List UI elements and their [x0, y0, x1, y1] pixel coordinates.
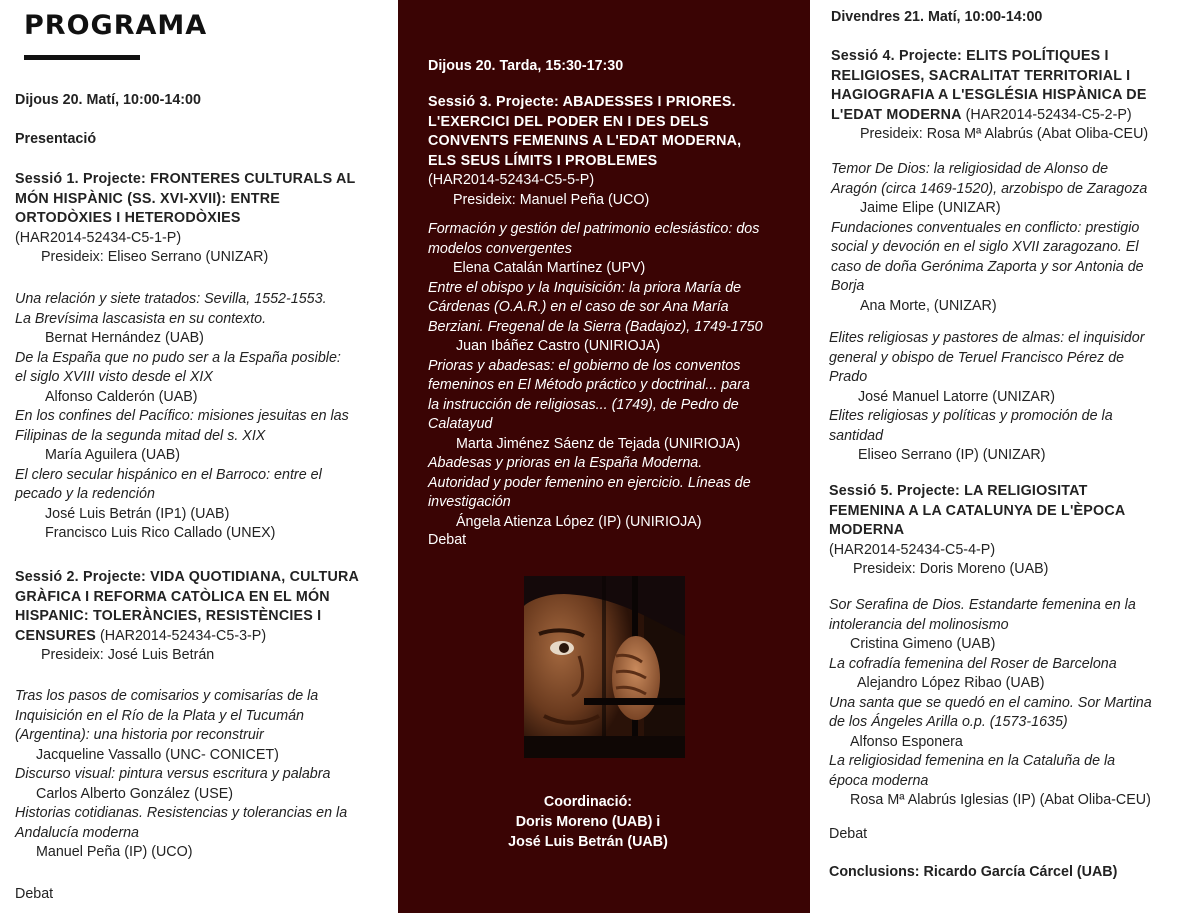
conclusions-line: Conclusions: Ricardo García Cárcel (UAB) [829, 864, 1118, 880]
talk-author: Bernat Hernández (UAB) [45, 330, 204, 346]
session-5-title-line: FEMENINA A LA CATALUNYA DE L'ÈPOCA [829, 502, 1126, 519]
talk-title: santidad [829, 427, 884, 444]
talk-author: Ángela Atienza López (IP) (UNIRIOJA) [456, 513, 702, 530]
right-debate-label: Debat [829, 826, 868, 842]
talk-title: Calatayud [428, 416, 493, 432]
talk-title: Andalucía moderna [15, 824, 139, 841]
talk-title: La cofradía femenina del Roser de Barcelona [829, 655, 1117, 672]
talk-title: Abadesas y prioras en la España Moderna. [428, 455, 703, 471]
talk-title: En los confines del Pacífico: misiones jesuitas en las [15, 408, 349, 424]
talk-title: caso de doña Gerónima Zaporta y sor Antonia de [831, 258, 1144, 275]
talk-title: La religiosidad femenina en la Cataluña de la [829, 753, 1116, 769]
talk-title: Entre el obispo y la Inquisición: la priora María de [428, 279, 742, 296]
session-4 [831, 47, 1148, 145]
session-4-code: (HAR2014-52434-C5-2-P) [961, 106, 1132, 123]
talk-title: general y obispo de Teruel Francisco Pérez de [829, 349, 1125, 366]
session-1-title-line: ORTODÒXIES I HETERODÒXIES [15, 210, 241, 226]
talk-title: modelos convergentes [428, 240, 572, 257]
talk-author: Eliseo Serrano (IP) (UNIZAR) [858, 447, 1046, 463]
session-2-title-line: GRÀFICA I REFORMA CATÒLICA EN EL MÓN [15, 588, 330, 605]
session-4-talks-a [831, 160, 1147, 316]
talk-title: Sor Serafina de Dios. Estandarte femenina en la [829, 597, 1136, 613]
program-title: PROGRAMA [24, 10, 208, 41]
talk-title: femeninos en El Método práctico y doctrinal... para [428, 377, 750, 393]
coordination-name: Doris Moreno (UAB) i [515, 814, 661, 830]
coordination-name: José Luis Betrán (UAB) [508, 834, 668, 850]
talk-title: La Brevísima lascasista en su contexto. [15, 310, 267, 327]
session-3-title-line: ELS SEUS LÍMITS I PROBLEMES [428, 152, 658, 169]
session-1-title-line: Sessió 1. Projecte: FRONTERES CULTURALS AL [15, 171, 356, 187]
talk-author: Carlos Alberto González (USE) [36, 785, 234, 802]
session-1 [15, 170, 355, 268]
session-2 [15, 568, 359, 666]
session-2-chair: Presideix: José Luis Betrán [41, 647, 215, 663]
middle-column [398, 0, 810, 913]
session-3-code: (HAR2014-52434-C5-5-P) [428, 172, 595, 188]
talk-title: Berziani. Fregenal de la Sierra (Badajoz), 1749-1750 [428, 318, 763, 335]
talk-author: José Luis Betrán (IP1) (UAB) [45, 505, 230, 522]
talk-title: Aragón (circa 1469-1520), arzobispo de Zaragoza [831, 180, 1148, 197]
session-4-chair: Presideix: Rosa Mª Alabrús (Abat Oliba-CEU) [860, 126, 1149, 142]
talk-title: Elites religiosas y pastores de almas: el inquisidor [829, 330, 1145, 346]
middle-debate-label: Debat [428, 532, 467, 548]
title-underline [24, 55, 140, 60]
talk-title: Autoridad y poder femenino en ejercicio. Líneas de [428, 474, 751, 491]
portrait-painting [524, 576, 685, 758]
talk-author: Juan Ibáñez Castro (UNIRIOJA) [456, 338, 661, 354]
session-5 [829, 482, 1125, 580]
talk-title: la instrucción de religiosas... (1749), de Pedro de [428, 396, 739, 413]
talk-title: el siglo XVIII visto desde el XIX [15, 369, 213, 385]
session-5-code: (HAR2014-52434-C5-4-P) [829, 541, 996, 558]
talk-title: de los Ángeles Arilla o.p. (1573-1635) [829, 714, 1068, 730]
session-2-title-line: HISPANIC: TOLERÀNCIES, RESISTÈNCIES I [15, 608, 322, 624]
coordination-label: Coordinació: [543, 794, 633, 810]
talk-author: María Aguilera (UAB) [45, 447, 181, 463]
session-2-talks [15, 687, 347, 863]
talk-title: Elites religiosas y políticas y promoción de la [829, 408, 1113, 424]
talk-title: Una relación y siete tratados: Sevilla, 1552-1553. [15, 291, 327, 307]
talk-title: (Argentina): una historia por reconstruir [15, 727, 264, 743]
talk-author: Cristina Gimeno (UAB) [850, 636, 996, 652]
day1-afternoon-heading: Dijous 20. Tarda, 15:30-17:30 [428, 58, 624, 74]
talk-title: Prioras y abadesas: el gobierno de los conventos [428, 357, 741, 374]
talk-author: Ana Morte, (UNIZAR) [860, 297, 997, 314]
talk-title: Filipinas de la segunda mitad del s. XIX [15, 427, 266, 444]
session-2-title-line: CENSURES [15, 627, 97, 644]
session-3-talks [428, 220, 763, 532]
session-4-title-line: L'EDAT MODERNA [831, 106, 962, 123]
talk-title: época moderna [829, 772, 929, 789]
talk-title: investigación [428, 494, 511, 510]
talk-title: pecado y la redención [15, 486, 155, 502]
left-debate-label: Debat [15, 886, 54, 902]
session-4-title-line: Sessió 4. Projecte: ELITS POLÍTIQUES I [831, 48, 1109, 64]
talk-author: Manuel Peña (IP) (UCO) [36, 844, 193, 860]
talk-title: Formación y gestión del patrimonio eclesiástico: dos [428, 221, 760, 237]
session-1-code: (HAR2014-52434-C5-1-P) [15, 229, 182, 246]
session-2-code: (HAR2014-52434-C5-3-P) [96, 627, 267, 644]
session-4-title-line: HAGIOGRAFIA A L'ESGLÉSIA HISPÀNICA DE [831, 87, 1147, 103]
talk-author: Elena Catalán Martínez (UPV) [453, 260, 646, 276]
talk-author: Alfonso Esponera [850, 733, 963, 750]
talk-title: social y devoción en el siglo XVII zaragozano. El [831, 239, 1139, 255]
session-5-talks [829, 596, 1152, 811]
talk-author: Marta Jiménez Sáenz de Tejada (UNIRIOJA) [456, 435, 741, 452]
talk-author: José Manuel Latorre (UNIZAR) [858, 388, 1056, 405]
talk-title: Historias cotidianas. Resistencias y tolerancias en la [15, 805, 348, 821]
day1-morning-heading: Dijous 20. Matí, 10:00-14:00 [15, 92, 201, 108]
session-3-chair: Presideix: Manuel Peña (UCO) [453, 191, 650, 208]
day2-morning-heading: Divendres 21. Matí, 10:00-14:00 [831, 9, 1043, 25]
talk-title: Fundaciones conventuales en conflicto: prestigio [831, 219, 1140, 236]
session-5-chair: Presideix: Doris Moreno (UAB) [853, 561, 1049, 577]
session-2-title-line: Sessió 2. Projecte: VIDA QUOTIDIANA, CULTURA [15, 569, 360, 585]
talk-author: Rosa Mª Alabrús Iglesias (IP) (Abat Oliba-CEU) [850, 792, 1151, 808]
talk-title: Tras los pasos de comisarios y comisarías de la [15, 688, 319, 704]
talk-title: Borja [831, 278, 865, 294]
talk-title: El clero secular hispánico en el Barroco: entre el [15, 466, 322, 483]
left-column [0, 0, 398, 913]
session-3-title-line: L'EXERCICI DEL PODER EN I DES DELS [428, 113, 709, 130]
session-5-title-line: Sessió 5. Projecte: LA RELIGIOSITAT [829, 483, 1088, 499]
talk-author: Alfonso Calderón (UAB) [45, 388, 198, 405]
presentation-label: Presentació [15, 131, 97, 147]
talk-title: Prado [829, 369, 868, 385]
session-4-talks-b [829, 329, 1144, 466]
talk-title: Inquisición en el Río de la Plata y el Tucumán [15, 707, 305, 724]
session-4-title-line: RELIGIOSES, SACRALITAT TERRITORIAL I [831, 67, 1131, 84]
talk-title: intolerancia del molinosismo [829, 616, 1009, 633]
session-1-chair: Presideix: Eliseo Serrano (UNIZAR) [41, 249, 269, 265]
talk-title: Discurso visual: pintura versus escritura y palabra [15, 766, 331, 782]
talk-title: De la España que no pudo ser a la España posible: [15, 349, 341, 366]
session-3 [428, 93, 741, 210]
right-column [810, 0, 1181, 913]
talk-author: Jacqueline Vassallo (UNC- CONICET) [36, 746, 279, 763]
talk-title: Temor De Dios: la religiosidad de Alonso de [831, 161, 1109, 177]
session-5-title-line: MODERNA [829, 522, 905, 538]
session-1-talks [15, 290, 349, 544]
session-3-title-line: Sessió 3. Projecte: ABADESSES I PRIORES. [428, 94, 736, 110]
talk-title: Cárdenas (O.A.R.) en el caso de sor Ana María [428, 299, 729, 315]
session-1-title-line: MÓN HISPÀNIC (SS. XVI-XVII): ENTRE [15, 190, 280, 207]
talk-title: Una santa que se quedó en el camino. Sor Martina [829, 694, 1152, 711]
talk-author: Alejandro López Ribao (UAB) [857, 675, 1045, 691]
talk-author: Francisco Luis Rico Callado (UNEX) [45, 525, 276, 541]
talk-author: Jaime Elipe (UNIZAR) [860, 200, 1001, 216]
session-3-title-line: CONVENTS FEMENINS A L'EDAT MODERNA, [428, 133, 742, 149]
